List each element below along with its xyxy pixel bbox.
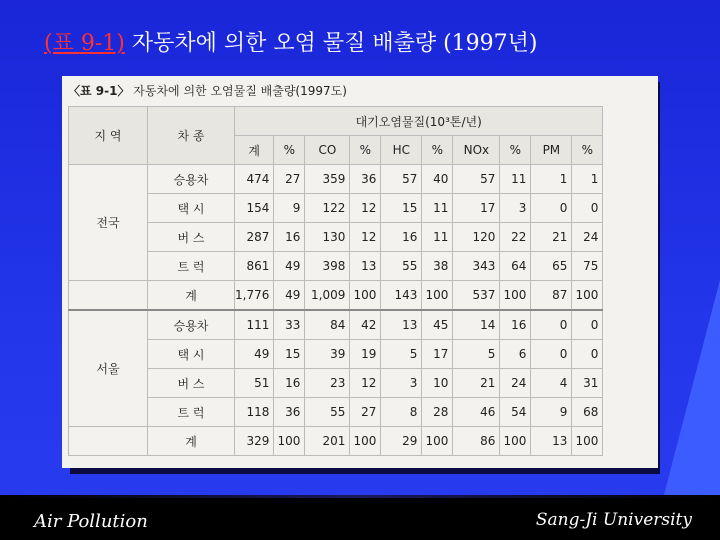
value-cell: 24 — [500, 369, 531, 398]
footer-course: Air Pollution — [34, 511, 148, 532]
value-cell: 1 — [531, 165, 572, 194]
value-cell: 65 — [531, 252, 572, 281]
column-header: % — [274, 136, 305, 165]
value-cell: 3 — [500, 194, 531, 223]
table-row — [69, 252, 603, 281]
table-row — [69, 165, 603, 194]
value-cell: 21 — [531, 223, 572, 252]
value-cell: 49 — [235, 340, 274, 369]
value-cell: 9 — [531, 398, 572, 427]
vehicle-type-cell: 계 — [148, 281, 235, 311]
value-cell: 11 — [500, 165, 531, 194]
value-cell: 100 — [422, 281, 453, 311]
value-cell: 33 — [274, 310, 305, 340]
value-cell: 100 — [422, 427, 453, 456]
value-cell: 0 — [531, 310, 572, 340]
value-cell: 28 — [422, 398, 453, 427]
value-cell: 12 — [350, 223, 381, 252]
column-header: CO — [305, 136, 350, 165]
table-row — [69, 194, 603, 223]
value-cell: 100 — [572, 281, 603, 311]
value-cell: 329 — [235, 427, 274, 456]
value-cell: 22 — [500, 223, 531, 252]
value-cell: 111 — [235, 310, 274, 340]
value-cell: 4 — [531, 369, 572, 398]
value-cell: 359 — [305, 165, 350, 194]
value-cell: 5 — [381, 340, 422, 369]
title-text: 자동차에 의한 오염 물질 배출량 (1997년) — [124, 31, 538, 56]
value-cell: 42 — [350, 310, 381, 340]
value-cell: 49 — [274, 252, 305, 281]
region-total-spacer — [69, 281, 148, 311]
header-pollutant-group: 대기오염물질(10³톤/년) — [235, 107, 603, 136]
table-row — [69, 223, 603, 252]
table-body — [69, 165, 603, 456]
value-cell: 1,776 — [235, 281, 274, 311]
value-cell: 64 — [500, 252, 531, 281]
value-cell: 13 — [531, 427, 572, 456]
value-cell: 27 — [274, 165, 305, 194]
value-cell: 11 — [422, 223, 453, 252]
vehicle-type-cell: 승용차 — [148, 310, 235, 340]
value-cell: 343 — [453, 252, 500, 281]
region-cell: 서울 — [69, 310, 148, 427]
value-cell: 29 — [381, 427, 422, 456]
value-cell: 100 — [350, 427, 381, 456]
table-row — [69, 281, 603, 311]
value-cell: 10 — [422, 369, 453, 398]
value-cell: 21 — [453, 369, 500, 398]
value-cell: 39 — [305, 340, 350, 369]
value-cell: 84 — [305, 310, 350, 340]
vehicle-type-cell: 택 시 — [148, 340, 235, 369]
vehicle-type-cell: 택 시 — [148, 194, 235, 223]
slide-title — [44, 26, 538, 57]
table-row — [69, 340, 603, 369]
table-header-row — [69, 107, 603, 136]
decorative-wedge — [660, 280, 720, 510]
value-cell: 15 — [274, 340, 305, 369]
region-total-spacer — [69, 427, 148, 456]
value-cell: 14 — [453, 310, 500, 340]
value-cell: 861 — [235, 252, 274, 281]
value-cell: 27 — [350, 398, 381, 427]
value-cell: 0 — [572, 310, 603, 340]
value-cell: 51 — [235, 369, 274, 398]
value-cell: 55 — [381, 252, 422, 281]
value-cell: 130 — [305, 223, 350, 252]
value-cell: 13 — [381, 310, 422, 340]
column-header: PM — [531, 136, 572, 165]
value-cell: 154 — [235, 194, 274, 223]
column-header: % — [500, 136, 531, 165]
emission-table — [68, 106, 603, 456]
value-cell: 57 — [453, 165, 500, 194]
value-cell: 0 — [531, 194, 572, 223]
header-vehicle-type: 차 종 — [148, 107, 235, 165]
caption-tag: 〈표 9-1〉 — [68, 84, 130, 98]
value-cell: 46 — [453, 398, 500, 427]
vehicle-type-cell: 버 스 — [148, 369, 235, 398]
value-cell: 16 — [274, 369, 305, 398]
value-cell: 23 — [305, 369, 350, 398]
column-header: % — [422, 136, 453, 165]
value-cell: 100 — [572, 427, 603, 456]
value-cell: 120 — [453, 223, 500, 252]
vehicle-type-cell: 버 스 — [148, 223, 235, 252]
value-cell: 86 — [453, 427, 500, 456]
column-header: % — [350, 136, 381, 165]
value-cell: 0 — [572, 340, 603, 369]
value-cell: 68 — [572, 398, 603, 427]
table-image-panel — [62, 76, 658, 468]
value-cell: 100 — [350, 281, 381, 311]
value-cell: 100 — [500, 427, 531, 456]
vehicle-type-cell: 승용차 — [148, 165, 235, 194]
column-header: 계 — [235, 136, 274, 165]
value-cell: 100 — [500, 281, 531, 311]
value-cell: 87 — [531, 281, 572, 311]
value-cell: 17 — [422, 340, 453, 369]
value-cell: 49 — [274, 281, 305, 311]
value-cell: 31 — [572, 369, 603, 398]
value-cell: 201 — [305, 427, 350, 456]
value-cell: 8 — [381, 398, 422, 427]
value-cell: 16 — [381, 223, 422, 252]
table-row — [69, 427, 603, 456]
value-cell: 13 — [350, 252, 381, 281]
value-cell: 54 — [500, 398, 531, 427]
column-header: HC — [381, 136, 422, 165]
value-cell: 12 — [350, 369, 381, 398]
value-cell: 398 — [305, 252, 350, 281]
vehicle-type-cell: 계 — [148, 427, 235, 456]
value-cell: 15 — [381, 194, 422, 223]
value-cell: 19 — [350, 340, 381, 369]
value-cell: 537 — [453, 281, 500, 311]
value-cell: 143 — [381, 281, 422, 311]
footer-university: Sang-Ji University — [535, 510, 692, 530]
table-row — [69, 398, 603, 427]
value-cell: 118 — [235, 398, 274, 427]
value-cell: 1 — [572, 165, 603, 194]
value-cell: 24 — [572, 223, 603, 252]
value-cell: 287 — [235, 223, 274, 252]
value-cell: 11 — [422, 194, 453, 223]
value-cell: 17 — [453, 194, 500, 223]
vehicle-type-cell: 트 럭 — [148, 398, 235, 427]
header-region: 지 역 — [69, 107, 148, 165]
value-cell: 0 — [572, 194, 603, 223]
value-cell: 75 — [572, 252, 603, 281]
value-cell: 36 — [350, 165, 381, 194]
table-row — [69, 369, 603, 398]
value-cell: 0 — [531, 340, 572, 369]
value-cell: 45 — [422, 310, 453, 340]
value-cell: 12 — [350, 194, 381, 223]
value-cell: 122 — [305, 194, 350, 223]
value-cell: 40 — [422, 165, 453, 194]
value-cell: 474 — [235, 165, 274, 194]
value-cell: 5 — [453, 340, 500, 369]
value-cell: 3 — [381, 369, 422, 398]
title-prefix[interactable]: (표 9-1) — [44, 31, 125, 56]
value-cell: 16 — [500, 310, 531, 340]
value-cell: 100 — [274, 427, 305, 456]
value-cell: 16 — [274, 223, 305, 252]
vehicle-type-cell: 트 럭 — [148, 252, 235, 281]
column-header: NOx — [453, 136, 500, 165]
region-cell: 전국 — [69, 165, 148, 281]
value-cell: 1,009 — [305, 281, 350, 311]
value-cell: 38 — [422, 252, 453, 281]
value-cell: 36 — [274, 398, 305, 427]
value-cell: 55 — [305, 398, 350, 427]
table-row — [69, 310, 603, 340]
value-cell: 9 — [274, 194, 305, 223]
value-cell: 6 — [500, 340, 531, 369]
table-caption — [68, 82, 347, 99]
value-cell: 57 — [381, 165, 422, 194]
caption-text: 자동차에 의한 오염물질 배출량(1997도) — [129, 84, 347, 98]
column-header: % — [572, 136, 603, 165]
